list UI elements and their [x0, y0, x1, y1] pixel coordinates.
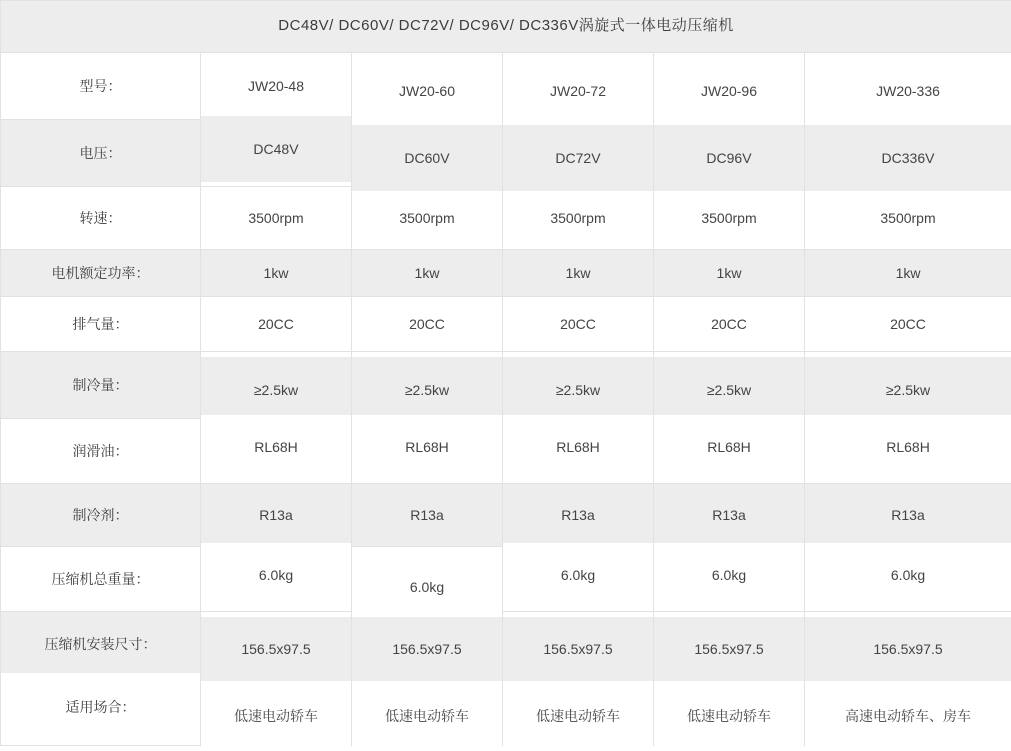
row-value: 低速电动轿车	[503, 682, 654, 751]
row-label: 转速：	[1, 187, 201, 250]
row-value: ≥2.5kw	[805, 357, 1011, 424]
row-value: JW20-96	[654, 58, 805, 125]
row-value: DC60V	[352, 125, 503, 192]
row-value: ≥2.5kw	[503, 357, 654, 424]
row-value: DC72V	[503, 125, 654, 192]
table-row	[1, 484, 1011, 547]
table-row	[1, 677, 1011, 746]
row-label: 排气量：	[1, 297, 201, 352]
row-value: DC336V	[805, 125, 1011, 192]
row-value: ≥2.5kw	[201, 357, 352, 424]
table-row	[1, 53, 1011, 120]
row-label: 压缩机总重量：	[1, 547, 201, 612]
table-title: DC48V/ DC60V/ DC72V/ DC96V/ DC336V涡旋式一体电动压缩机	[1, 1, 1011, 53]
row-value: R13a	[503, 484, 654, 547]
row-value: R13a	[352, 484, 503, 547]
row-value: 20CC	[352, 297, 503, 352]
row-value: 3500rpm	[201, 187, 352, 250]
row-label: 型号：	[1, 53, 201, 120]
row-value: 156.5x97.5	[503, 617, 654, 682]
row-value: ≥2.5kw	[654, 357, 805, 424]
table-row	[1, 250, 1011, 297]
row-value: 3500rpm	[352, 187, 503, 250]
table-row	[1, 187, 1011, 250]
row-label: 电压：	[1, 120, 201, 187]
row-value: 20CC	[654, 297, 805, 352]
table-title-row	[1, 1, 1011, 53]
row-value: 1kw	[201, 250, 352, 297]
row-value: 6.0kg	[805, 543, 1011, 608]
row-value: R13a	[805, 484, 1011, 547]
row-value: DC48V	[201, 116, 352, 183]
row-value: RL68H	[201, 415, 352, 480]
row-value: RL68H	[654, 415, 805, 480]
row-value: 低速电动轿车	[654, 682, 805, 751]
row-value: RL68H	[352, 415, 503, 480]
row-value: 6.0kg	[503, 543, 654, 608]
row-value: 6.0kg	[352, 555, 503, 620]
row-value: 20CC	[503, 297, 654, 352]
table-row	[1, 297, 1011, 352]
table-row	[1, 547, 1011, 612]
row-label: 适用场合：	[1, 673, 201, 742]
row-value: 156.5x97.5	[805, 617, 1011, 682]
row-value: R13a	[201, 484, 352, 547]
row-label: 制冷量：	[1, 352, 201, 419]
row-value: 156.5x97.5	[352, 617, 503, 682]
row-value: JW20-48	[201, 53, 352, 120]
table-row	[1, 352, 1011, 419]
row-value: DC96V	[654, 125, 805, 192]
row-value: 低速电动轿车	[201, 682, 352, 751]
row-value: RL68H	[503, 415, 654, 480]
row-label: 电机额定功率：	[1, 250, 201, 297]
row-value: R13a	[654, 484, 805, 547]
row-value: 3500rpm	[654, 187, 805, 250]
row-value: 低速电动轿车	[352, 682, 503, 751]
row-value: JW20-336	[805, 58, 1011, 125]
row-value: 20CC	[805, 297, 1011, 352]
row-value: 高速电动轿车、房车	[805, 682, 1011, 751]
row-value: 1kw	[805, 250, 1011, 297]
table-row	[1, 120, 1011, 187]
row-value: ≥2.5kw	[352, 357, 503, 424]
row-value: 156.5x97.5	[654, 617, 805, 682]
row-value: 156.5x97.5	[201, 617, 352, 682]
row-value: JW20-60	[352, 58, 503, 125]
row-value: 1kw	[352, 250, 503, 297]
table-row	[1, 612, 1011, 677]
row-value: 20CC	[201, 297, 352, 352]
row-value: 3500rpm	[805, 187, 1011, 250]
row-value: RL68H	[805, 415, 1011, 480]
row-value: 1kw	[654, 250, 805, 297]
row-label: 制冷剂：	[1, 484, 201, 547]
row-label: 压缩机安装尺寸：	[1, 612, 201, 677]
row-value: JW20-72	[503, 58, 654, 125]
row-label: 润滑油：	[1, 419, 201, 484]
row-value: 3500rpm	[503, 187, 654, 250]
row-value: 6.0kg	[654, 543, 805, 608]
row-value: 1kw	[503, 250, 654, 297]
table-row	[1, 419, 1011, 484]
row-value: 6.0kg	[201, 543, 352, 608]
